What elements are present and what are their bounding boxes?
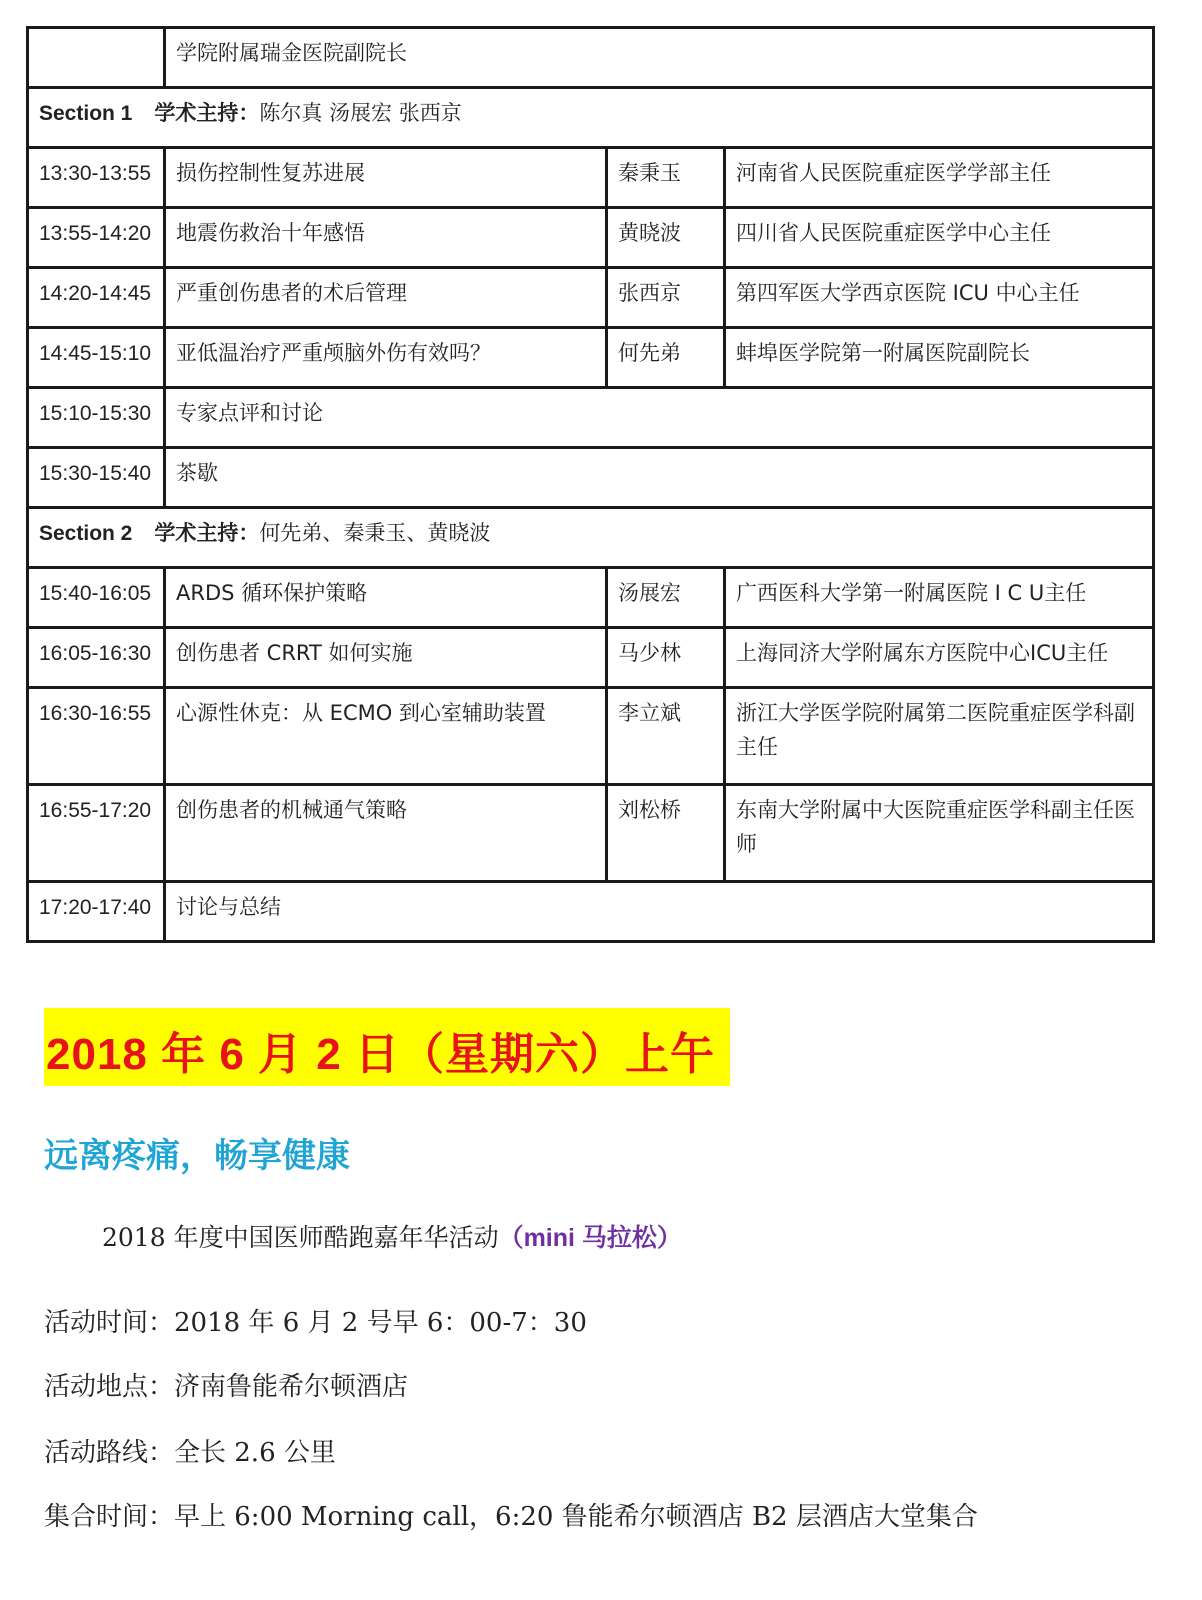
table-row (28, 568, 1154, 628)
event-title (102, 1218, 682, 1254)
date-heading: 2018 年 6 月 2 日（星期六）上午 (46, 1030, 715, 1079)
topic-cell: ARDS 循环保护策略 (165, 568, 607, 628)
table-row (28, 148, 1154, 208)
info-route: 活动路线：全长 2.6 公里 (44, 1438, 336, 1468)
host-label: 学术主持： (154, 101, 260, 125)
topic-cell: 亚低温治疗严重颅脑外伤有效吗？ (165, 328, 607, 388)
speaker-cell: 张西京 (607, 268, 725, 328)
affiliation-cell: 河南省人民医院重症医学学部主任 (725, 148, 1154, 208)
time-cell: 14:45-15:10 (28, 328, 165, 388)
topic-cell: 茶歇 (165, 448, 1154, 508)
event-subtitle: 远离疼痛，畅享健康 (44, 1136, 350, 1176)
topic-cell: 严重创伤患者的术后管理 (165, 268, 607, 328)
table-row (28, 28, 1154, 88)
affiliation-cell: 东南大学附属中大医院重症医学科副主任医师 (725, 785, 1154, 882)
section-header (28, 508, 1154, 568)
topic-cell: 地震伤救治十年感悟 (165, 208, 607, 268)
date-heading-highlight (44, 1008, 730, 1086)
topic-cell: 创伤患者 CRRT 如何实施 (165, 628, 607, 688)
affiliation-cell: 第四军医大学西京医院 ICU 中心主任 (725, 268, 1154, 328)
section-label: Section 2 (39, 522, 133, 545)
affiliation-cell: 广西医科大学第一附属医院 I C U主任 (725, 568, 1154, 628)
table-row (28, 388, 1154, 448)
time-cell: 16:05-16:30 (28, 628, 165, 688)
table-row (28, 208, 1154, 268)
topic-cell: 损伤控制性复苏进展 (165, 148, 607, 208)
speaker-cell: 秦秉玉 (607, 148, 725, 208)
speaker-cell: 马少林 (607, 628, 725, 688)
event-name: 2018 年度中国医师酷跑嘉年华活动 (102, 1223, 499, 1252)
speaker-cell: 何先弟 (607, 328, 725, 388)
schedule-table (26, 26, 1155, 943)
info-location: 活动地点：济南鲁能希尔顿酒店 (44, 1372, 409, 1402)
time-cell: 14:20-14:45 (28, 268, 165, 328)
section-label: Section 1 (39, 102, 133, 125)
affiliation-cell: 蚌埠医学院第一附属医院副院长 (725, 328, 1154, 388)
time-cell: 13:30-13:55 (28, 148, 165, 208)
topic-cell: 专家点评和讨论 (165, 388, 1154, 448)
speaker-cell: 刘松桥 (607, 785, 725, 882)
table-row (28, 882, 1154, 942)
time-cell: 15:10-15:30 (28, 388, 165, 448)
info-assembly: 集合时间：早上 6:00 Morning call，6:20 鲁能希尔顿酒店 B2 层酒店大堂集合 (44, 1502, 978, 1532)
topic-cell: 讨论与总结 (165, 882, 1154, 942)
table-row (28, 328, 1154, 388)
time-cell: 15:40-16:05 (28, 568, 165, 628)
table-row (28, 448, 1154, 508)
affiliation-cell: 四川省人民医院重症医学中心主任 (725, 208, 1154, 268)
host-names: 何先弟、秦秉玉、黄晓波 (259, 521, 491, 545)
time-cell: 15:30-15:40 (28, 448, 165, 508)
table-row (28, 628, 1154, 688)
event-tag: （mini 马拉松） (498, 1224, 682, 1252)
section-header-row (28, 508, 1154, 568)
speaker-cell: 李立斌 (607, 688, 725, 785)
section-header (28, 88, 1154, 148)
host-names: 陈尔真 汤展宏 张西京 (259, 101, 462, 125)
speaker-cell: 黄晓波 (607, 208, 725, 268)
topic-cell: 心源性休克：从 ECMO 到心室辅助装置 (165, 688, 607, 785)
affiliation-cell: 浙江大学医学院附属第二医院重症医学科副主任 (725, 688, 1154, 785)
table-row (28, 688, 1154, 785)
table-row (28, 268, 1154, 328)
time-cell: 16:30-16:55 (28, 688, 165, 785)
time-cell (28, 28, 165, 88)
topic-cell: 学院附属瑞金医院副院长 (165, 28, 1154, 88)
host-label: 学术主持： (154, 521, 260, 545)
speaker-cell: 汤展宏 (607, 568, 725, 628)
table-row (28, 785, 1154, 882)
time-cell: 16:55-17:20 (28, 785, 165, 882)
affiliation-cell: 上海同济大学附属东方医院中心ICU主任 (725, 628, 1154, 688)
info-time: 活动时间：2018 年 6 月 2 号早 6：00-7：30 (44, 1308, 587, 1338)
time-cell: 17:20-17:40 (28, 882, 165, 942)
section-header-row (28, 88, 1154, 148)
topic-cell: 创伤患者的机械通气策略 (165, 785, 607, 882)
time-cell: 13:55-14:20 (28, 208, 165, 268)
